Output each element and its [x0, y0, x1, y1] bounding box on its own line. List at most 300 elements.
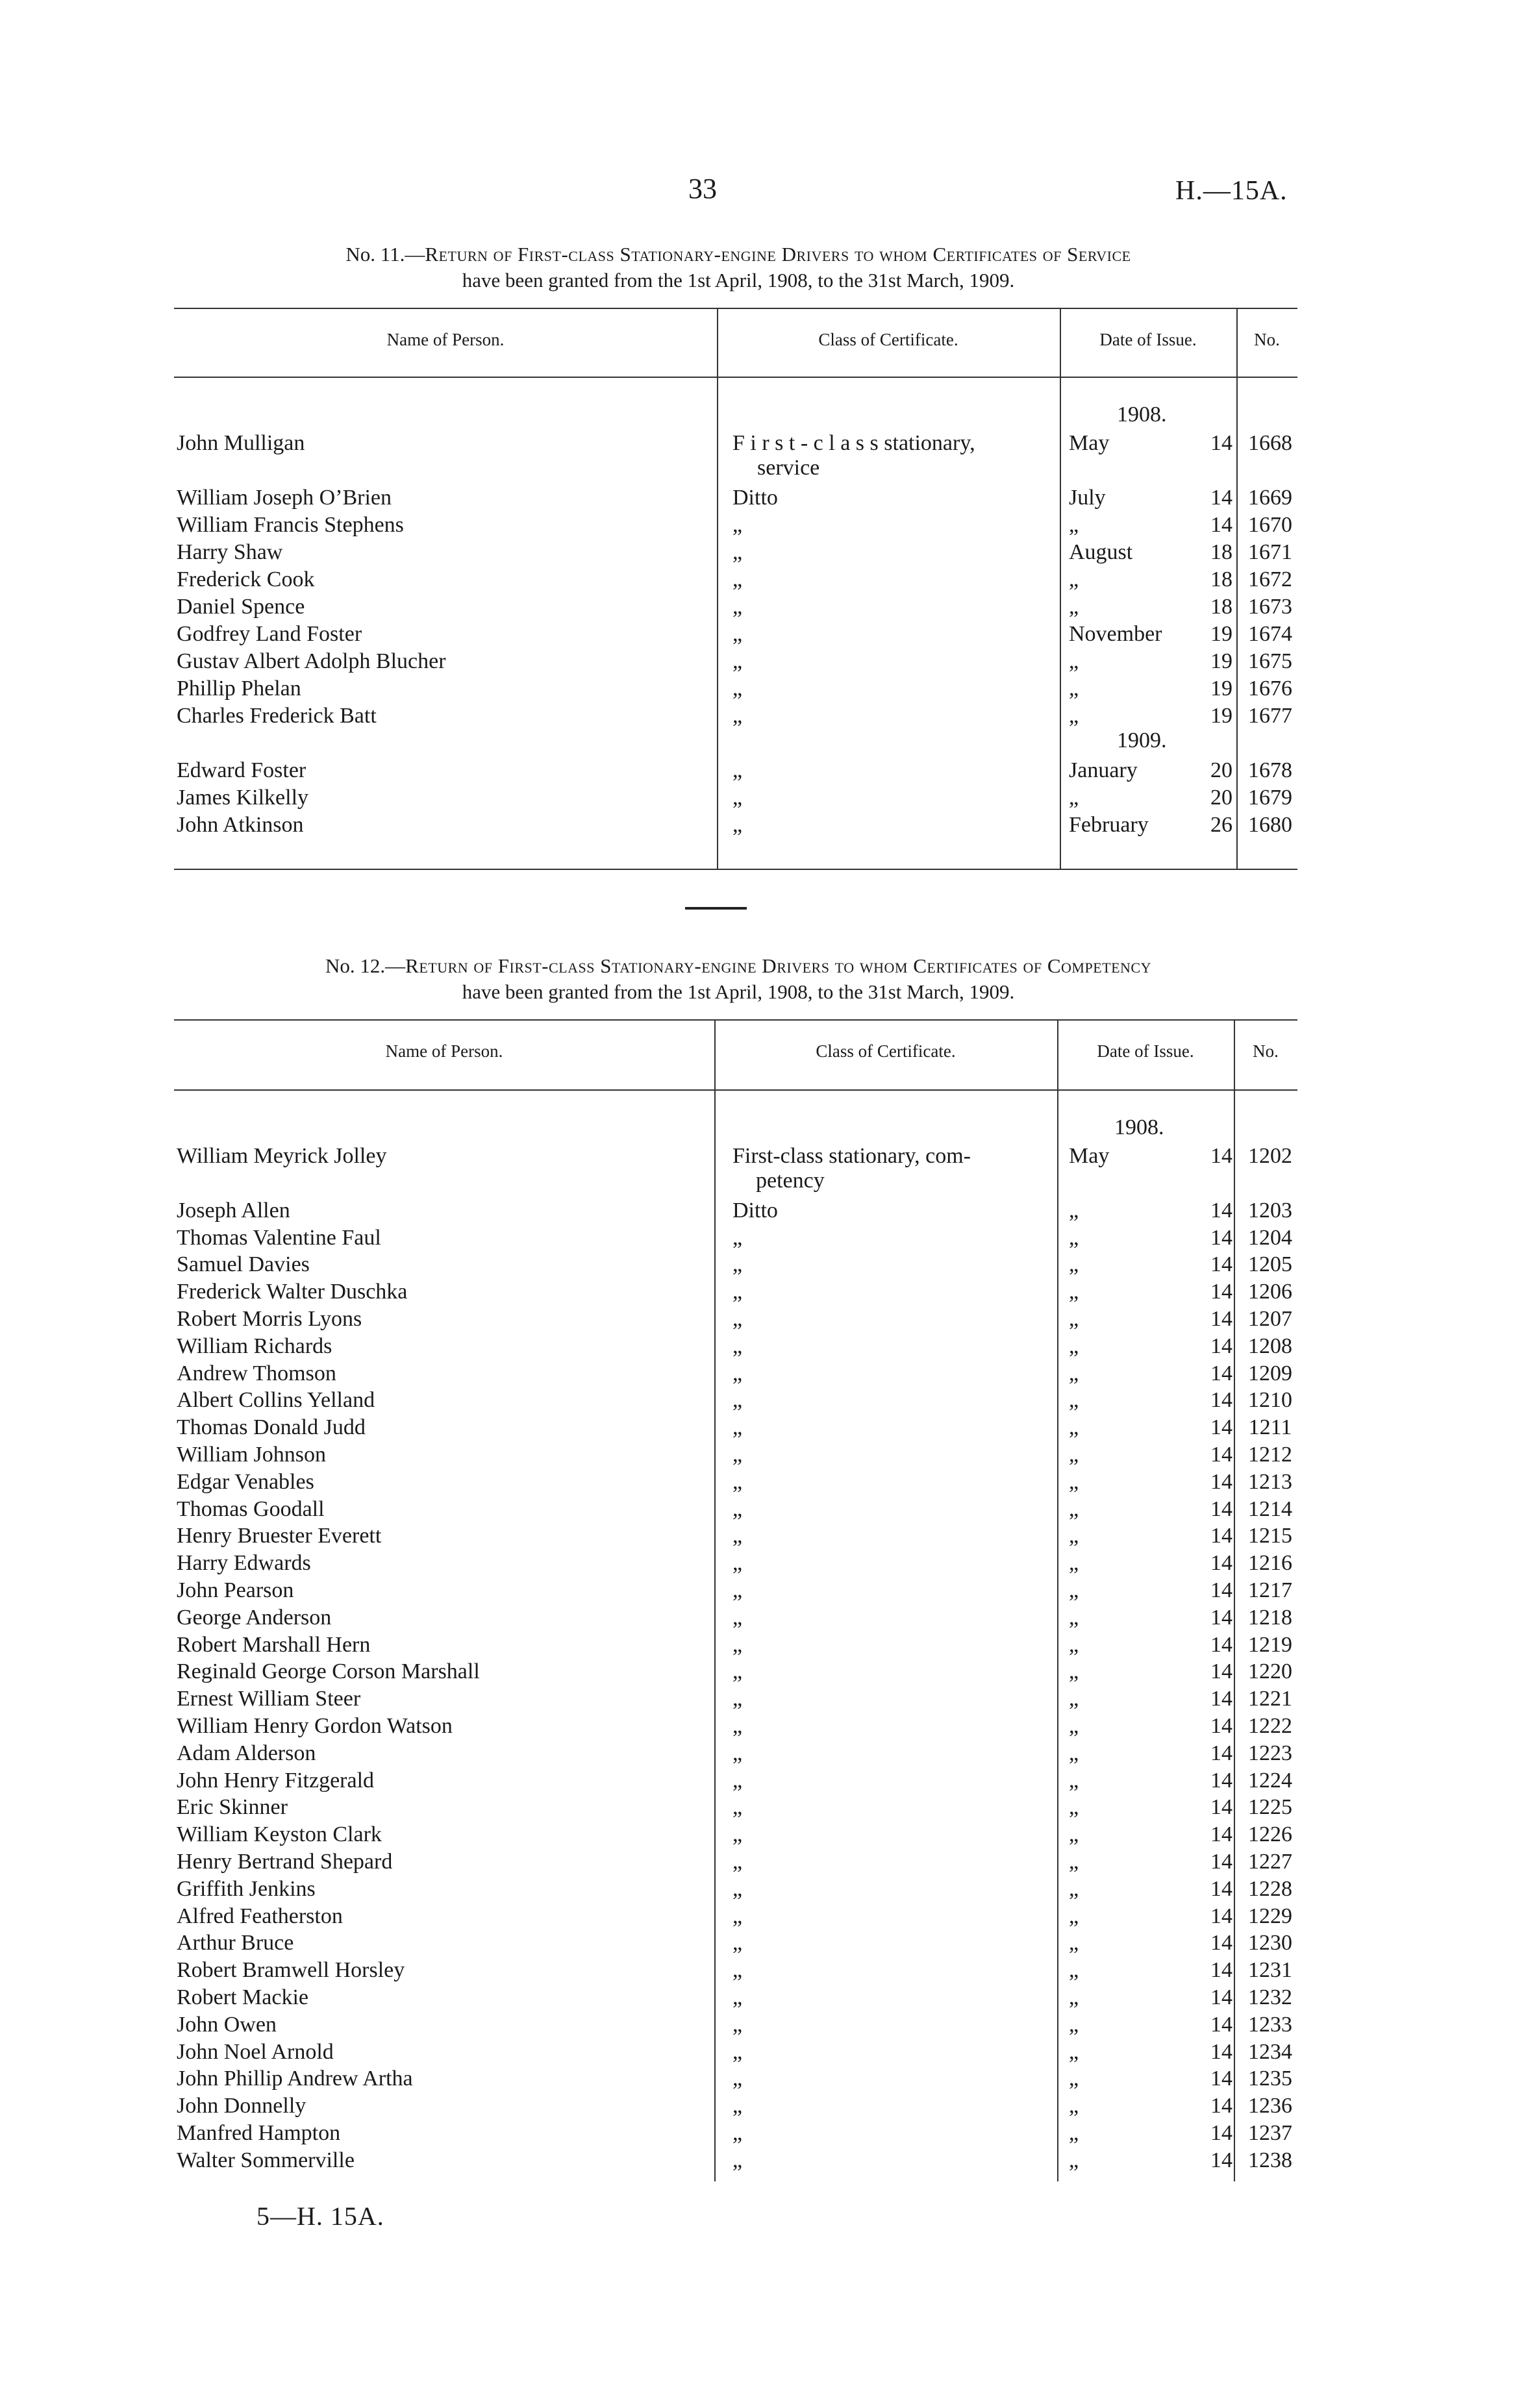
- certificate-number: 1673: [1248, 595, 1292, 619]
- table-row: [174, 1794, 1297, 1821]
- issue-day: 14: [1210, 1687, 1232, 1711]
- person-name: William Keyston Clark: [177, 1822, 382, 1847]
- certificate-class: „: [732, 2067, 743, 2091]
- issue-day: 14: [1210, 513, 1232, 537]
- person-name: Harry Edwards: [177, 1551, 311, 1576]
- certificate-class: „: [732, 567, 743, 591]
- table11-header-name: Name of Person.: [386, 330, 505, 349]
- issue-day: 14: [1210, 1144, 1232, 1168]
- certificate-class: „: [732, 758, 743, 782]
- table-row: [174, 1441, 1297, 1469]
- table11-bottom-rule: [174, 869, 1297, 870]
- table11-top-rule: [174, 308, 1297, 309]
- issue-day: 20: [1210, 786, 1232, 810]
- page-number: 33: [688, 173, 717, 205]
- person-name: Thomas Goodall: [177, 1496, 325, 1521]
- issue-day: 14: [1210, 1225, 1232, 1250]
- person-name: Robert Morris Lyons: [177, 1307, 362, 1331]
- issue-month: „: [1069, 1632, 1079, 1657]
- issue-month: „: [1069, 676, 1079, 701]
- person-name: Daniel Spence: [177, 595, 305, 619]
- table-row: [174, 1658, 1297, 1685]
- table-row: [174, 1604, 1297, 1632]
- person-name: John Noel Arnold: [177, 2039, 334, 2064]
- certificate-class: „: [732, 649, 743, 673]
- certificate-number: 1222: [1248, 1714, 1292, 1738]
- certificate-class: Ditto: [732, 486, 778, 510]
- certificate-number: 1679: [1248, 786, 1292, 810]
- issue-day: 14: [1210, 486, 1232, 510]
- person-name: Robert Bramwell Horsley: [177, 1958, 405, 1983]
- certificate-class: „: [732, 1388, 743, 1413]
- issue-month: „: [1069, 1876, 1079, 1901]
- person-name: Samuel Davies: [177, 1252, 310, 1277]
- issue-day: 14: [1210, 1469, 1232, 1494]
- table12-header-rule: [174, 1089, 1297, 1091]
- issue-day: 26: [1210, 813, 1232, 837]
- certificate-class: „: [732, 1741, 743, 1765]
- table-row: [174, 1903, 1297, 1930]
- issue-month: „: [1069, 513, 1079, 537]
- issue-month: „: [1069, 2067, 1079, 2091]
- certificate-class: „: [732, 1225, 743, 1250]
- person-name: Charles Frederick Batt: [177, 704, 377, 728]
- table12-caption-title: Return of First-class Stationary-engine Drivers to whom Certificates of Competency: [405, 954, 1151, 977]
- issue-day: 14: [1210, 1605, 1232, 1630]
- issue-day: 14: [1210, 1632, 1232, 1657]
- certificate-number: 1218: [1248, 1605, 1292, 1630]
- certificate-number: 1236: [1248, 2094, 1292, 2118]
- section-separator: [685, 907, 747, 910]
- table-row: [174, 784, 1297, 812]
- table-row: [174, 2092, 1297, 2120]
- issue-day: 14: [1210, 1388, 1232, 1413]
- person-name: Griffith Jenkins: [177, 1876, 316, 1901]
- issue-day: 14: [1210, 2148, 1232, 2172]
- certificate-class: „: [732, 1551, 743, 1576]
- certificate-number: 1210: [1248, 1388, 1292, 1413]
- certificate-class: „: [732, 1659, 743, 1684]
- table-row: [174, 1767, 1297, 1794]
- issue-day: 14: [1210, 1334, 1232, 1358]
- issue-month: „: [1069, 1524, 1079, 1548]
- issue-day: 14: [1210, 1524, 1232, 1548]
- issue-month: „: [1069, 1659, 1079, 1684]
- certificate-number: 1228: [1248, 1876, 1292, 1901]
- table11-class-continuation: service: [757, 456, 820, 480]
- person-name: Thomas Donald Judd: [177, 1415, 366, 1440]
- table-row: [174, 1876, 1297, 1903]
- table-row: [174, 1930, 1297, 1957]
- certificate-number: 1674: [1248, 622, 1292, 646]
- table-row: [174, 539, 1297, 566]
- person-name: Ernest William Steer: [177, 1687, 361, 1711]
- issue-month: „: [1069, 1334, 1079, 1358]
- certificate-number: 1670: [1248, 513, 1292, 537]
- issue-day: 20: [1210, 758, 1232, 782]
- certificate-class: „: [732, 1687, 743, 1711]
- issue-day: 19: [1210, 704, 1232, 728]
- person-name: Edgar Venables: [177, 1469, 314, 1494]
- person-name: Thomas Valentine Faul: [177, 1225, 381, 1250]
- certificate-class: „: [732, 1415, 743, 1440]
- certificate-class: „: [732, 1605, 743, 1630]
- table-row: [174, 702, 1297, 730]
- table-row: [174, 1740, 1297, 1767]
- certificate-class: „: [732, 2121, 743, 2145]
- issue-month: „: [1069, 1388, 1079, 1413]
- person-name: Henry Bruester Everett: [177, 1524, 382, 1548]
- certificate-number: 1215: [1248, 1524, 1292, 1548]
- certificate-number: 1234: [1248, 2039, 1292, 2064]
- issue-month: February: [1069, 813, 1149, 837]
- certificate-class: „: [732, 1443, 743, 1467]
- certificate-number: 1226: [1248, 1822, 1292, 1847]
- issue-day: 14: [1210, 1443, 1232, 1467]
- person-name: Frederick Walter Duschka: [177, 1280, 408, 1304]
- table12: [174, 1017, 1297, 2185]
- person-name: Walter Sommerville: [177, 2148, 355, 2172]
- person-name: Adam Alderson: [177, 1741, 316, 1765]
- certificate-number: 1212: [1248, 1443, 1292, 1467]
- table-row: [174, 1984, 1297, 2011]
- issue-day: 14: [1210, 1876, 1232, 1901]
- issue-month: May: [1069, 431, 1110, 455]
- certificate-class: Ditto: [732, 1198, 778, 1223]
- issue-day: 18: [1210, 540, 1232, 564]
- issue-month: „: [1069, 1225, 1079, 1250]
- certificate-number: 1225: [1248, 1795, 1292, 1820]
- table11-year-1908: 1908.: [1117, 403, 1167, 427]
- issue-day: 14: [1210, 1198, 1232, 1223]
- issue-month: „: [1069, 1714, 1079, 1738]
- issue-month: „: [1069, 704, 1079, 728]
- issue-day: 14: [1210, 2067, 1232, 2091]
- certificate-number: 1233: [1248, 2012, 1292, 2037]
- table11-header-rule: [174, 377, 1297, 378]
- person-name: James Kilkelly: [177, 786, 309, 810]
- certificate-number: 1208: [1248, 1334, 1292, 1358]
- table11-caption-title: Return of First-class Stationary-engine Drivers to whom Certificates of Service: [425, 243, 1131, 266]
- certificate-class: „: [732, 1904, 743, 1928]
- certificate-class: „: [732, 786, 743, 810]
- table12-caption-line1: [177, 953, 1300, 979]
- certificate-number: 1678: [1248, 758, 1292, 782]
- issue-month: „: [1069, 1280, 1079, 1304]
- table-row: [174, 1685, 1297, 1713]
- issue-day: 14: [1210, 1361, 1232, 1385]
- certificate-class: „: [732, 1334, 743, 1358]
- certificate-number: 1237: [1248, 2121, 1292, 2145]
- issue-day: 14: [1210, 2039, 1232, 2064]
- table11-year-1909: 1909.: [1117, 728, 1167, 752]
- certificate-class: „: [732, 1632, 743, 1657]
- issue-day: 14: [1210, 1850, 1232, 1874]
- issue-month: „: [1069, 1985, 1079, 2009]
- issue-month: „: [1069, 1361, 1079, 1385]
- certificate-class: „: [732, 1850, 743, 1874]
- certificate-class: „: [732, 1795, 743, 1820]
- table11-caption-line2: have been granted from the 1st April, 1908, to the 31st March, 1909.: [462, 269, 1015, 292]
- certificate-class: „: [732, 2012, 743, 2037]
- certificate-number: 1206: [1248, 1280, 1292, 1304]
- person-name: John Mulligan: [177, 431, 305, 455]
- person-name: Godfrey Land Foster: [177, 622, 362, 646]
- table-row: [174, 1360, 1297, 1387]
- certificate-number: 1214: [1248, 1496, 1292, 1521]
- issue-day: 14: [1210, 1578, 1232, 1602]
- certificate-class: F i r s t - c l a s s stationary,: [732, 431, 975, 455]
- certificate-class: „: [732, 1578, 743, 1602]
- table-row: [174, 1197, 1297, 1224]
- issue-month: January: [1069, 758, 1138, 782]
- issue-month: „: [1069, 2121, 1079, 2145]
- certificate-number: 1227: [1248, 1850, 1292, 1874]
- table-row: [174, 1278, 1297, 1306]
- person-name: Albert Collins Yelland: [177, 1388, 375, 1413]
- table-row: [174, 1577, 1297, 1604]
- issue-month: „: [1069, 1551, 1079, 1576]
- issue-day: 14: [1210, 1307, 1232, 1331]
- table12-top-rule: [174, 1019, 1297, 1021]
- certificate-number: 1677: [1248, 704, 1292, 728]
- table-row: [174, 1469, 1297, 1496]
- person-name: George Anderson: [177, 1605, 332, 1630]
- certificate-number: 1204: [1248, 1225, 1292, 1250]
- table12-header-name: Name of Person.: [385, 1041, 503, 1061]
- table-row: [174, 1143, 1297, 1170]
- table-row: [174, 1550, 1297, 1577]
- certificate-number: 1211: [1248, 1415, 1292, 1440]
- issue-day: 18: [1210, 567, 1232, 591]
- certificate-class: „: [732, 704, 743, 728]
- certificate-number: 1221: [1248, 1687, 1292, 1711]
- table11: [174, 305, 1297, 876]
- issue-day: 14: [1210, 1985, 1232, 2009]
- issue-month: „: [1069, 1822, 1079, 1847]
- issue-day: 14: [1210, 1795, 1232, 1820]
- table-row: [174, 1957, 1297, 1984]
- certificate-number: 1231: [1248, 1958, 1292, 1983]
- certificate-number: 1232: [1248, 1985, 1292, 2009]
- certificate-number: 1238: [1248, 2148, 1292, 2172]
- issue-month: „: [1069, 1198, 1079, 1223]
- person-name: John Pearson: [177, 1578, 294, 1602]
- person-name: William Meyrick Jolley: [177, 1144, 387, 1168]
- issue-day: 14: [1210, 1741, 1232, 1765]
- person-name: Phillip Phelan: [177, 676, 301, 701]
- person-name: William Joseph O’Brien: [177, 486, 392, 510]
- issue-day: 19: [1210, 649, 1232, 673]
- certificate-number: 1676: [1248, 676, 1292, 701]
- issue-day: 14: [1210, 1931, 1232, 1955]
- issue-day: 14: [1210, 2094, 1232, 2118]
- person-name: Eric Skinner: [177, 1795, 288, 1820]
- issue-day: 18: [1210, 595, 1232, 619]
- issue-month: July: [1069, 486, 1106, 510]
- issue-day: 14: [1210, 1958, 1232, 1983]
- issue-month: „: [1069, 1687, 1079, 1711]
- table-row: [174, 1333, 1297, 1360]
- issue-day: 14: [1210, 2012, 1232, 2037]
- person-name: Frederick Cook: [177, 567, 315, 591]
- table-row: [174, 512, 1297, 539]
- issue-month: „: [1069, 1415, 1079, 1440]
- issue-month: „: [1069, 595, 1079, 619]
- certificate-number: 1223: [1248, 1741, 1292, 1765]
- table-row: [174, 1496, 1297, 1523]
- table12-header-date: Date of Issue.: [1097, 1041, 1194, 1061]
- table-row: [174, 648, 1297, 675]
- table11-caption: [177, 242, 1300, 293]
- table-row: [174, 1848, 1297, 1876]
- footer-signature: 5—H. 15A.: [256, 2202, 384, 2231]
- table-row: [174, 1821, 1297, 1848]
- table-row: [174, 1713, 1297, 1740]
- table-row: [174, 1522, 1297, 1550]
- person-name: Manfred Hampton: [177, 2121, 341, 2145]
- issue-month: „: [1069, 1768, 1079, 1793]
- table-row: [174, 675, 1297, 702]
- certificate-number: 1668: [1248, 431, 1292, 455]
- certificate-class: „: [732, 1496, 743, 1521]
- table-row: [174, 2039, 1297, 2066]
- certificate-number: 1675: [1248, 649, 1292, 673]
- person-name: Reginald George Corson Marshall: [177, 1659, 480, 1684]
- person-name: Gustav Albert Adolph Blucher: [177, 649, 446, 673]
- certificate-number: 1203: [1248, 1198, 1292, 1223]
- person-name: William Johnson: [177, 1443, 327, 1467]
- person-name: Arthur Bruce: [177, 1931, 294, 1955]
- certificate-class: „: [732, 595, 743, 619]
- issue-month: November: [1069, 622, 1162, 646]
- issue-day: 14: [1210, 1252, 1232, 1277]
- issue-month: „: [1069, 1904, 1079, 1928]
- person-name: William Henry Gordon Watson: [177, 1714, 453, 1738]
- table-row: [174, 621, 1297, 648]
- issue-day: 14: [1210, 1551, 1232, 1576]
- person-name: Robert Mackie: [177, 1985, 308, 2009]
- table-row: [174, 812, 1297, 839]
- certificate-number: 1217: [1248, 1578, 1292, 1602]
- certificate-class: „: [732, 1252, 743, 1277]
- certificate-number: 1207: [1248, 1307, 1292, 1331]
- issue-month: „: [1069, 786, 1079, 810]
- table12-class-continuation: petency: [756, 1169, 825, 1193]
- parliamentary-reference: H.—15A.: [1175, 176, 1288, 206]
- certificate-number: 1202: [1248, 1144, 1292, 1168]
- table11-header-class: Class of Certificate.: [818, 330, 958, 349]
- certificate-class: First-class stationary, com-: [732, 1144, 971, 1168]
- table-row: [174, 1224, 1297, 1252]
- issue-day: 14: [1210, 1659, 1232, 1684]
- certificate-number: 1205: [1248, 1252, 1292, 1277]
- certificate-class: „: [732, 1985, 743, 2009]
- issue-month: „: [1069, 2148, 1079, 2172]
- issue-month: „: [1069, 1443, 1079, 1467]
- person-name: Harry Shaw: [177, 540, 283, 564]
- issue-month: „: [1069, 1307, 1079, 1331]
- certificate-number: 1213: [1248, 1469, 1292, 1494]
- table-row: [174, 2011, 1297, 2039]
- issue-month: „: [1069, 1252, 1079, 1277]
- table-row: [174, 2147, 1297, 2174]
- issue-month: „: [1069, 1496, 1079, 1521]
- certificate-number: 1680: [1248, 813, 1292, 837]
- table11-header-date: Date of Issue.: [1099, 330, 1197, 349]
- issue-day: 14: [1210, 1280, 1232, 1304]
- certificate-number: 1235: [1248, 2067, 1292, 2091]
- certificate-class: „: [732, 2039, 743, 2064]
- certificate-class: „: [732, 1876, 743, 1901]
- table12-caption-line2: have been granted from the 1st April, 1908, to the 31st March, 1909.: [462, 980, 1015, 1003]
- certificate-number: 1220: [1248, 1659, 1292, 1684]
- certificate-number: 1219: [1248, 1632, 1292, 1657]
- issue-month: „: [1069, 2094, 1079, 2118]
- issue-month: „: [1069, 2039, 1079, 2064]
- certificate-number: 1671: [1248, 540, 1292, 564]
- person-name: Edward Foster: [177, 758, 306, 782]
- certificate-class: „: [732, 1469, 743, 1494]
- person-name: Henry Bertrand Shepard: [177, 1850, 393, 1874]
- issue-month: May: [1069, 1144, 1110, 1168]
- certificate-class: „: [732, 1280, 743, 1304]
- certificate-class: „: [732, 1307, 743, 1331]
- certificate-number: 1216: [1248, 1551, 1292, 1576]
- table-row: [174, 1251, 1297, 1278]
- issue-day: 14: [1210, 2121, 1232, 2145]
- certificate-class: „: [732, 622, 743, 646]
- certificate-number: 1672: [1248, 567, 1292, 591]
- table-row: [174, 566, 1297, 593]
- issue-month: „: [1069, 1578, 1079, 1602]
- table11-caption-lead: No. 11.—: [345, 243, 425, 266]
- issue-month: „: [1069, 1741, 1079, 1765]
- person-name: Robert Marshall Hern: [177, 1632, 371, 1657]
- issue-day: 19: [1210, 622, 1232, 646]
- table12-caption: [177, 953, 1300, 1005]
- certificate-class: „: [732, 1768, 743, 1793]
- issue-day: 14: [1210, 1714, 1232, 1738]
- person-name: William Richards: [177, 1334, 332, 1358]
- certificate-class: „: [732, 2148, 743, 2172]
- issue-day: 14: [1210, 431, 1232, 455]
- issue-month: „: [1069, 1958, 1079, 1983]
- table-row: [174, 484, 1297, 512]
- issue-month: „: [1069, 1850, 1079, 1874]
- issue-month: „: [1069, 1605, 1079, 1630]
- table-row: [174, 2065, 1297, 2092]
- table11-caption-line1: [177, 242, 1300, 267]
- table-row: [174, 1632, 1297, 1659]
- table-row: [174, 1387, 1297, 1414]
- certificate-class: „: [732, 540, 743, 564]
- certificate-class: „: [732, 513, 743, 537]
- issue-day: 14: [1210, 1904, 1232, 1928]
- issue-day: 14: [1210, 1415, 1232, 1440]
- person-name: John Henry Fitzgerald: [177, 1768, 375, 1793]
- issue-month: „: [1069, 567, 1079, 591]
- certificate-number: 1669: [1248, 486, 1292, 510]
- certificate-number: 1209: [1248, 1361, 1292, 1385]
- certificate-class: „: [732, 1958, 743, 1983]
- certificate-class: „: [732, 2094, 743, 2118]
- person-name: Joseph Allen: [177, 1198, 290, 1223]
- certificate-class: „: [732, 676, 743, 701]
- issue-day: 14: [1210, 1496, 1232, 1521]
- person-name: Alfred Featherston: [177, 1904, 343, 1928]
- certificate-number: 1230: [1248, 1931, 1292, 1955]
